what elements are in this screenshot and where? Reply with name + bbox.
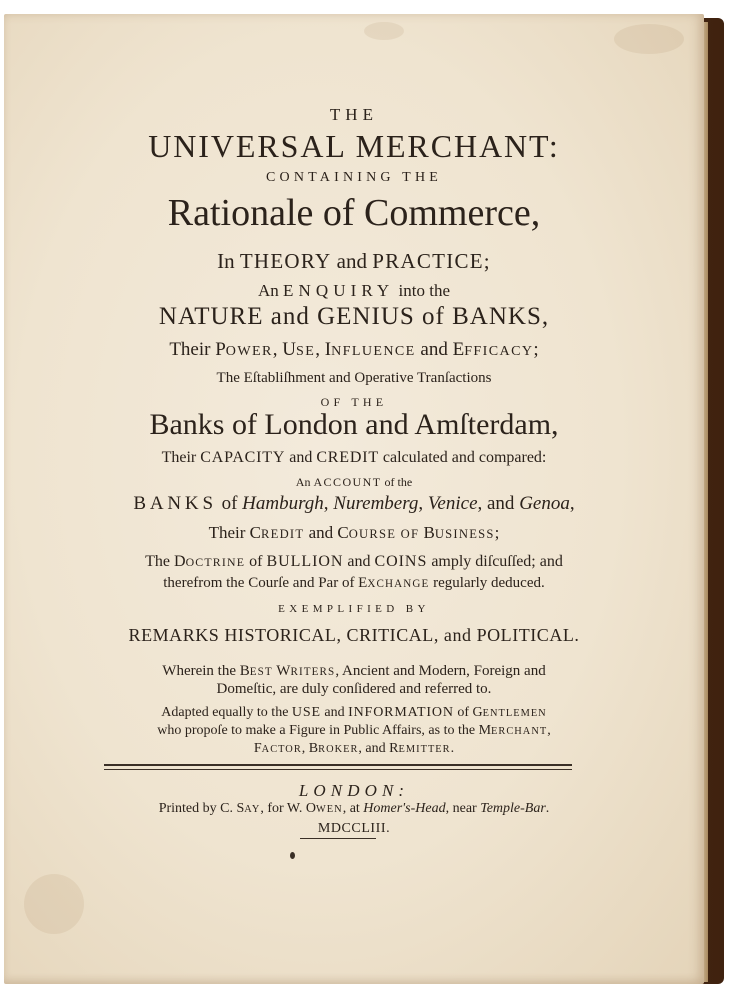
account-line: An ACCOUNT of the bbox=[295, 475, 413, 489]
domestic-line: Domeſtic, are duly conſidered and referred to. bbox=[216, 681, 492, 697]
power-use-line: Their POWER, USE, INFLUENCE and EFFICACY; bbox=[169, 339, 539, 360]
imprint-london: LONDON: bbox=[298, 781, 410, 800]
banks-cities-line: BANKS of Hamburgh, Nuremberg, Venice, and Genoa, bbox=[133, 493, 575, 514]
theory-practice-line: In THEORY and PRACTICE; bbox=[217, 249, 491, 273]
printer-line: Printed by C. SAY, for W. OWEN, at Homer's-Head, near Temple-Bar. bbox=[158, 801, 550, 816]
imprint-date: MDCCLIII. bbox=[317, 821, 391, 836]
wherein-line: Wherein the BEST WRITERS, Ancient and Modern, Foreign and bbox=[162, 663, 546, 679]
adapted-line: Adapted equally to the USE and INFORMATION of GENTLEMEN bbox=[161, 705, 547, 720]
date-underline bbox=[300, 838, 376, 839]
of-the: OF THE bbox=[320, 395, 388, 409]
nature-genius-banks: NATURE and GENIUS of BANKS, bbox=[158, 303, 550, 330]
propose-line: who propoſe to make a Figure in Public Affairs, as to the MERCHANT, bbox=[157, 723, 551, 738]
title-universal-merchant: UNIVERSAL MERCHANT: bbox=[148, 128, 560, 164]
capacity-credit-line: Their CAPACITY and CREDIT calculated and compared: bbox=[161, 449, 547, 466]
establishment-line: The Eſtabliſhment and Operative Tranſactions bbox=[216, 370, 492, 386]
enquiry-line: An ENQUIRY into the bbox=[257, 281, 450, 300]
title-the: THE bbox=[329, 105, 379, 124]
rationale-of-commerce: Rationale of Commerce, bbox=[167, 192, 541, 234]
containing-the: CONTAINING THE bbox=[265, 170, 443, 185]
double-rule-top bbox=[104, 764, 572, 766]
double-rule-bottom bbox=[104, 769, 572, 770]
foxing-stain bbox=[24, 874, 84, 934]
exemplified-by: EXEMPLIFIED BY bbox=[278, 603, 430, 615]
therefrom-line: therefrom the Courſe and Par of EXCHANGE regularly deduced. bbox=[163, 575, 545, 591]
ink-mark bbox=[290, 852, 295, 859]
factor-broker-remitter: FACTOR, BROKER, and REMITTER. bbox=[253, 741, 455, 756]
title-page bbox=[4, 14, 704, 984]
doctrine-line: The DOCTRINE of BULLION and COINS amply diſcuſſed; and bbox=[145, 553, 563, 570]
foxing-stain bbox=[614, 24, 684, 54]
banks-london-amsterdam: Banks of London and Amſterdam, bbox=[149, 408, 559, 441]
remarks-line: REMARKS HISTORICAL, CRITICAL, and POLITICAL. bbox=[128, 625, 580, 645]
foxing-stain bbox=[364, 22, 404, 40]
credit-course-line: Their CREDIT and COURSE OF BUSINESS; bbox=[208, 523, 500, 542]
